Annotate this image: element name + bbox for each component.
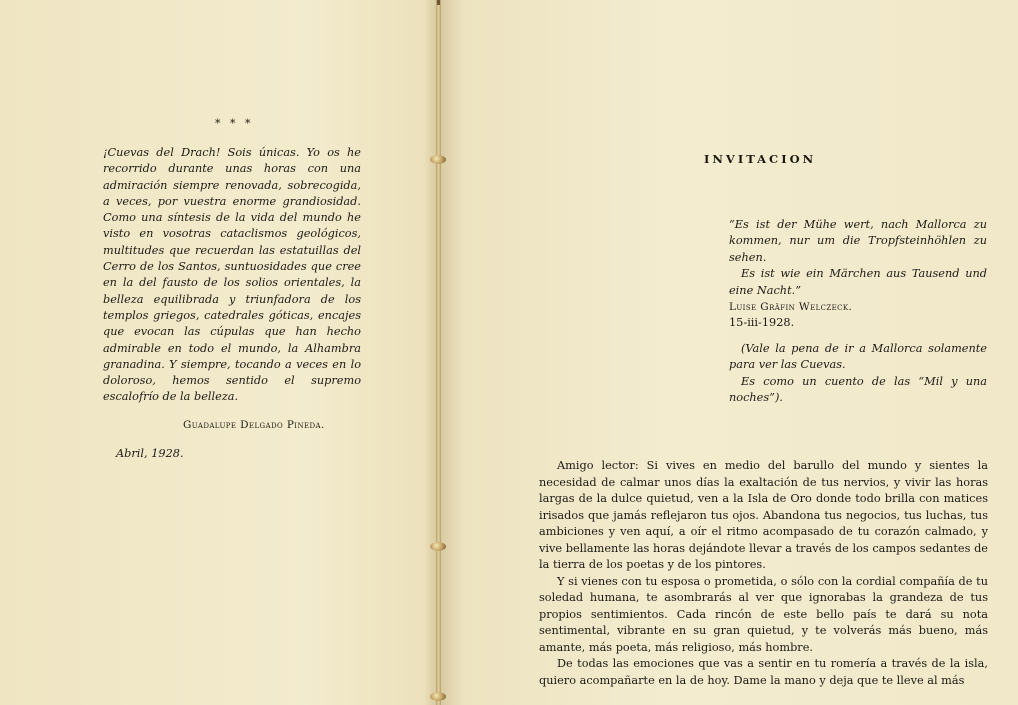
binding-staple-bottom [430,692,446,701]
paragraph-1: Amigo lector: Si vives en medio del barullo del mundo y sientes la necesidad de calmar unos días la exaltación de tus nervios, y vivir las horas largas de la dulce quietud, ven a la Isla de Oro donde todo brilla con matices irisados que jamás reflejaron tus ojos. Abandona tus negocios, tus luchas, tus ambiciones y ven aquí, a oír el ritmo acompasado de tu corazón calmado, y vive bellamente las horas dejándote llevar a través de los campos sedantes de la tierra de los poetas y de los pintores. [539,459,988,571]
binding-stitch [437,0,440,5]
paragraph-3: De todas las emociones que vas a sentir en tu romería a través de la isla, quiero acompañarte en la de hoy. Dame la mano y deja que te lleve al más [539,657,988,687]
translation-1: (Vale la pena de ir a Mallorca solamente para ver las Cuevas. [729,341,987,372]
quote-signature: Luise Gräfin Welczeck. [729,301,853,314]
section-ornament: * * * [215,117,254,130]
left-poem-text: ¡Cuevas del Drach! Sois únicas. Yo os he recorrido durante unas horas con una admiración siempre renovada, sobrecogida, a veces, por vuestra enorme grandiosidad. Como una síntesis de la vida del mundo he visto en vosotras cataclismos geológicos, multitudes que recuerdan las estatuillas del Cerro de los Santos, suntuosidades que cree en la del fausto de los solios orientales, la belleza equilibrada y triunfadora de los templos griegos, catedrales góticas, encajes que evocan las cúpulas que han hecho admirable en todo el mundo, la Alhambra granadina. Y siempre, tocando a veces en lo doloroso, hemos sentido el supremo escalofrío de la belleza. [103,146,361,404]
binding-staple-middle [430,542,446,551]
binding-staple-top [430,155,446,164]
german-quote-1: “Es ist der Mühe wert, nach Mallorca zu kommen, nur um die Tropfsteinhöhlen zu sehen. [729,218,987,264]
paragraph-2: Y si vienes con tu esposa o prometida, o sólo con la cordial compañía de tu soledad humana, te asombrarás al ver que ignorabas la grandeza de tus propios sentimientos. Cada rincón de este bello país te dará su nota sentimental, vibrante en su gran quietud, y te volverás más bueno, más amante, más poeta, más religioso, más hombre. [539,574,988,654]
book-spine [436,0,441,705]
epigraph-block [729,217,987,406]
page-title: INVITACION [704,152,817,166]
quote-date: 15-iii-1928. [729,316,795,330]
invitation-body [539,458,988,689]
translation-2: Es como un cuento de las “Mil y una noches”). [729,374,987,405]
german-quote-2: Es ist wie ein Märchen aus Tausend und eine Nacht.” [729,267,987,297]
left-signature: Guadalupe Delgado Pineda. [183,419,325,431]
left-date: Abril, 1928. [116,447,184,460]
